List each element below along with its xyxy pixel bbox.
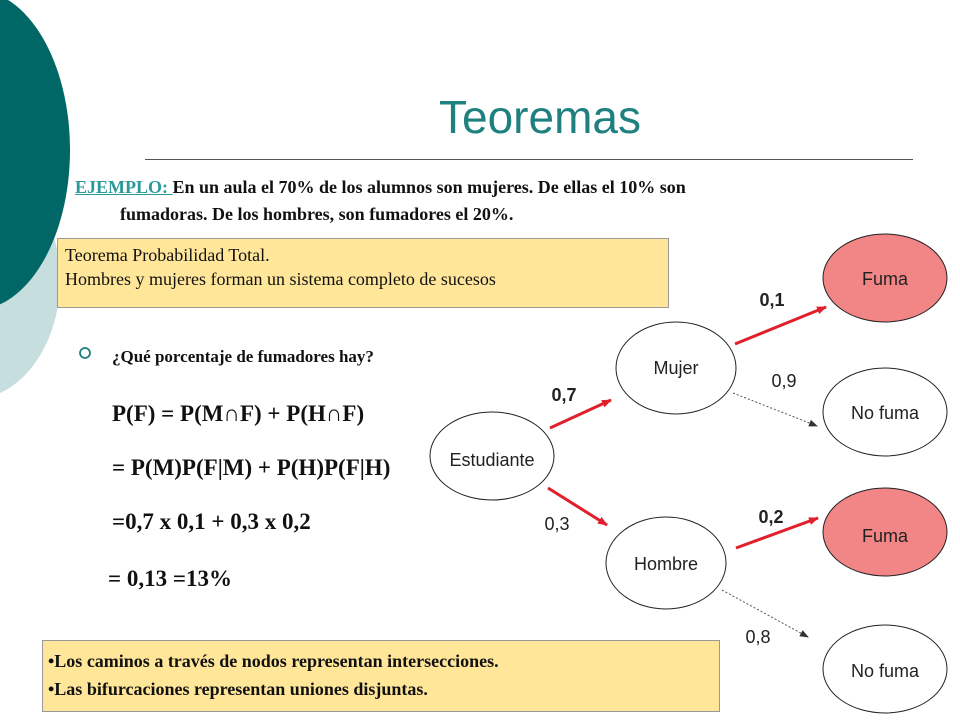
page-title: Teoremas	[439, 91, 641, 143]
notes-box	[42, 640, 720, 712]
formula-result: = 0,13 =13%	[108, 566, 232, 591]
prob-fuma-hombre: 0,2	[758, 507, 784, 527]
question-text: ¿Qué porcentaje de fumadores hay?	[112, 347, 374, 366]
node-nofuma-mujer-label: No fuma	[850, 403, 920, 423]
formula-line-2: = P(M)P(F|M) + P(H)P(F|H)	[112, 455, 391, 480]
example-text-line-1: En un aula el 70% de los alumnos son mujeres. De ellas el 10% son	[172, 177, 686, 197]
example-label: EJEMPLO:	[75, 177, 173, 197]
prob-hombre: 0,3	[544, 514, 570, 534]
example-text-line-2: fumadoras. De los hombres, son fumadores el 20%.	[120, 204, 514, 224]
node-hombre-label: Hombre	[633, 554, 699, 574]
prob-mujer: 0,7	[551, 385, 577, 405]
edge-mujer-fuma	[735, 307, 826, 344]
node-estudiante-label: Estudiante	[449, 450, 535, 470]
prob-fuma-mujer: 0,1	[759, 290, 785, 310]
node-fuma-hombre-label: Fuma	[861, 526, 909, 546]
node-nofuma-hombre-label: No fuma	[850, 661, 920, 681]
note-intersections: •Los caminos a través de nodos representan intersecciones.	[48, 651, 499, 671]
prob-nofuma-mujer: 0,9	[771, 371, 797, 391]
formula-line-1: P(F) = P(M∩F) + P(H∩F)	[112, 401, 365, 426]
note-disjoint-unions: •Las bifurcaciones representan uniones disjuntas.	[48, 679, 428, 699]
edge-mujer-nofuma	[733, 393, 817, 426]
node-mujer-label: Mujer	[653, 358, 699, 378]
theorem-description: Hombres y mujeres forman un sistema completo de sucesos	[65, 269, 496, 289]
node-fuma-mujer-label: Fuma	[861, 269, 909, 289]
formula-line-3: =0,7 x 0,1 + 0,3 x 0,2	[112, 509, 311, 534]
prob-nofuma-hombre: 0,8	[745, 627, 771, 647]
theorem-title: Teorema Probabilidad Total.	[65, 245, 270, 265]
